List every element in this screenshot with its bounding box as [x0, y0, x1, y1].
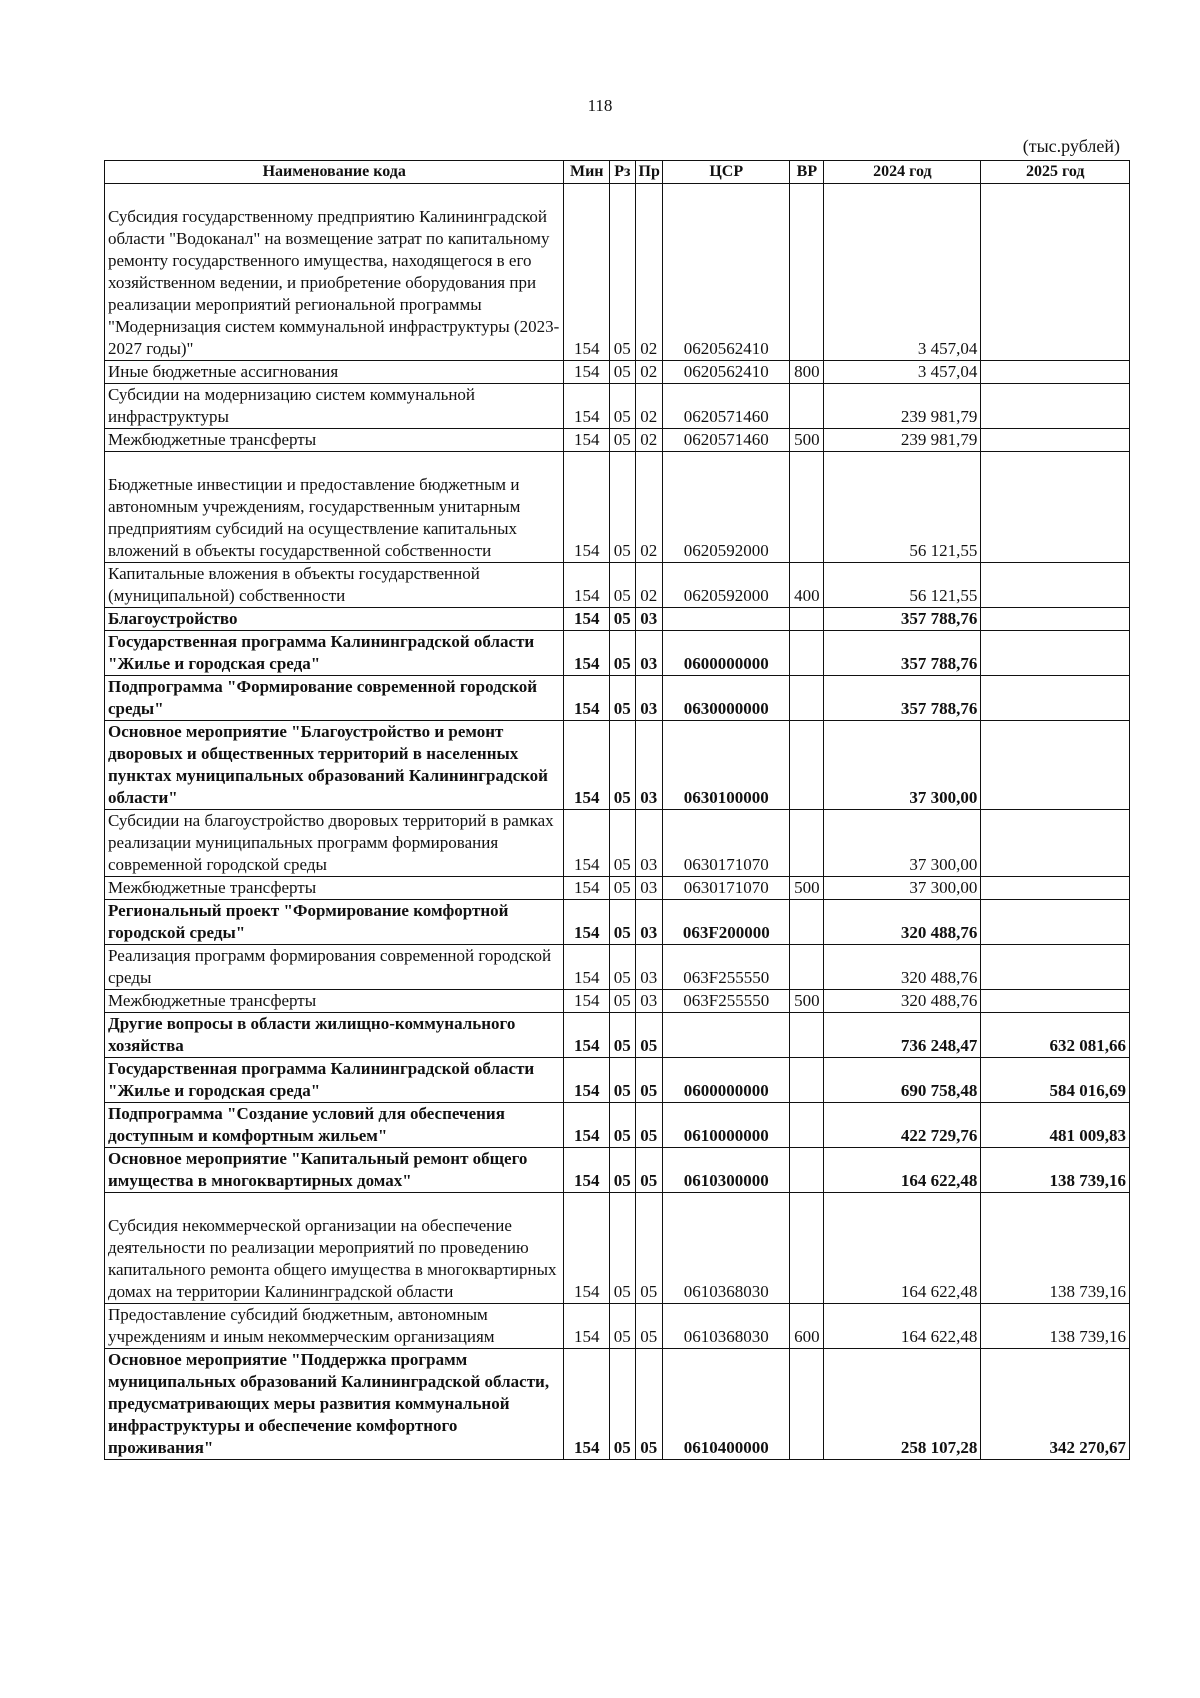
- table-row: [105, 429, 1130, 452]
- row-name: Капитальные вложения в объекты государственной (муниципальной) собственности: [105, 563, 564, 608]
- row-csr: 0610368030: [663, 1193, 790, 1304]
- row-pr: 03: [635, 810, 663, 877]
- row-rz: 05: [610, 1349, 635, 1460]
- row-2024: 37 300,00: [824, 721, 981, 810]
- row-name: Основное мероприятие "Поддержка программ муниципальных образований Калининградской области, предусматривающих меры развития коммунальной инфраструктуры и обеспечение комфортного проживания": [105, 1349, 564, 1460]
- row-2025: [981, 631, 1130, 676]
- row-pr: 02: [635, 361, 663, 384]
- row-rz: 05: [610, 452, 635, 563]
- row-vr: [790, 721, 824, 810]
- row-csr: 0610400000: [663, 1349, 790, 1460]
- table-row: [105, 1193, 1130, 1304]
- header-rz: Рз: [610, 161, 635, 184]
- row-2025: [981, 384, 1130, 429]
- row-2024: 37 300,00: [824, 810, 981, 877]
- row-pr: 03: [635, 676, 663, 721]
- table-row: [105, 631, 1130, 676]
- row-min: 154: [564, 676, 610, 721]
- row-rz: 05: [610, 945, 635, 990]
- row-rz: 05: [610, 1013, 635, 1058]
- header-2025: 2025 год: [981, 161, 1130, 184]
- row-2025: 138 739,16: [981, 1148, 1130, 1193]
- row-pr: 03: [635, 721, 663, 810]
- row-rz: 05: [610, 631, 635, 676]
- row-2025: [981, 429, 1130, 452]
- table-row: [105, 384, 1130, 429]
- row-2025: 584 016,69: [981, 1058, 1130, 1103]
- table-row: [105, 452, 1130, 563]
- row-rz: 05: [610, 608, 635, 631]
- row-name: Субсидии на благоустройство дворовых территорий в рамках реализации муниципальных программ формирования современной городской среды: [105, 810, 564, 877]
- row-2024: 320 488,76: [824, 900, 981, 945]
- row-vr: [790, 810, 824, 877]
- row-min: 154: [564, 1148, 610, 1193]
- table-row: [105, 1148, 1130, 1193]
- row-name: Основное мероприятие "Капитальный ремонт общего имущества в многоквартирных домах": [105, 1148, 564, 1193]
- table-row: [105, 1058, 1130, 1103]
- row-csr: 0630171070: [663, 810, 790, 877]
- row-min: 154: [564, 608, 610, 631]
- row-rz: 05: [610, 990, 635, 1013]
- row-2024: 164 622,48: [824, 1304, 981, 1349]
- row-pr: 05: [635, 1058, 663, 1103]
- row-min: 154: [564, 1103, 610, 1148]
- row-csr: [663, 608, 790, 631]
- table-row: [105, 990, 1130, 1013]
- table-row: [105, 1103, 1130, 1148]
- row-vr: 400: [790, 563, 824, 608]
- row-vr: 500: [790, 990, 824, 1013]
- header-csr: ЦСР: [663, 161, 790, 184]
- row-min: 154: [564, 1193, 610, 1304]
- row-min: 154: [564, 184, 610, 361]
- row-rz: 05: [610, 361, 635, 384]
- row-2024: 690 758,48: [824, 1058, 981, 1103]
- row-2024: 357 788,76: [824, 608, 981, 631]
- row-csr: 0600000000: [663, 631, 790, 676]
- header-vr: ВР: [790, 161, 824, 184]
- row-vr: [790, 945, 824, 990]
- row-min: 154: [564, 631, 610, 676]
- row-min: 154: [564, 1304, 610, 1349]
- row-2025: [981, 900, 1130, 945]
- row-pr: 03: [635, 945, 663, 990]
- row-vr: [790, 1013, 824, 1058]
- row-2025: [981, 990, 1130, 1013]
- row-name: Подпрограмма "Формирование современной городской среды": [105, 676, 564, 721]
- table-row: [105, 1349, 1130, 1460]
- row-name: Межбюджетные трансферты: [105, 877, 564, 900]
- row-csr: 0620571460: [663, 429, 790, 452]
- row-2025: [981, 608, 1130, 631]
- table-row: [105, 676, 1130, 721]
- page-number: 118: [587, 96, 613, 115]
- row-pr: 03: [635, 608, 663, 631]
- row-csr: 063F200000: [663, 900, 790, 945]
- row-name: Благоустройство: [105, 608, 564, 631]
- row-rz: 05: [610, 184, 635, 361]
- row-csr: 0620592000: [663, 563, 790, 608]
- row-min: 154: [564, 990, 610, 1013]
- row-min: 154: [564, 721, 610, 810]
- row-2025: 481 009,83: [981, 1103, 1130, 1148]
- row-2024: 320 488,76: [824, 945, 981, 990]
- row-pr: 05: [635, 1193, 663, 1304]
- table-row: [105, 184, 1130, 361]
- row-vr: 500: [790, 429, 824, 452]
- row-pr: 02: [635, 452, 663, 563]
- row-2024: 56 121,55: [824, 563, 981, 608]
- row-name: Межбюджетные трансферты: [105, 429, 564, 452]
- row-pr: 02: [635, 429, 663, 452]
- row-pr: 03: [635, 990, 663, 1013]
- row-2025: [981, 452, 1130, 563]
- row-rz: 05: [610, 900, 635, 945]
- row-vr: [790, 1148, 824, 1193]
- row-csr: 0600000000: [663, 1058, 790, 1103]
- row-2024: 357 788,76: [824, 631, 981, 676]
- row-min: 154: [564, 945, 610, 990]
- row-csr: 0620562410: [663, 361, 790, 384]
- row-2025: [981, 563, 1130, 608]
- row-vr: [790, 452, 824, 563]
- row-rz: 05: [610, 384, 635, 429]
- row-name: Региональный проект "Формирование комфортной городской среды": [105, 900, 564, 945]
- row-2024: 736 248,47: [824, 1013, 981, 1058]
- header-min: Мин: [564, 161, 610, 184]
- row-name: Государственная программа Калининградской области "Жилье и городская среда": [105, 631, 564, 676]
- row-pr: 03: [635, 900, 663, 945]
- row-2024: 3 457,04: [824, 361, 981, 384]
- row-csr: 0620571460: [663, 384, 790, 429]
- row-rz: 05: [610, 1058, 635, 1103]
- row-vr: [790, 608, 824, 631]
- row-pr: 05: [635, 1103, 663, 1148]
- table-row: [105, 810, 1130, 877]
- row-rz: 05: [610, 877, 635, 900]
- row-vr: [790, 676, 824, 721]
- row-2024: 37 300,00: [824, 877, 981, 900]
- row-pr: 03: [635, 877, 663, 900]
- row-vr: [790, 184, 824, 361]
- row-name: Основное мероприятие "Благоустройство и ремонт дворовых и общественных территорий в населенных пунктах муниципальных образований Калининградской области": [105, 721, 564, 810]
- row-vr: 500: [790, 877, 824, 900]
- row-rz: 05: [610, 1148, 635, 1193]
- row-2025: [981, 877, 1130, 900]
- row-csr: 0630000000: [663, 676, 790, 721]
- table-row: [105, 900, 1130, 945]
- row-rz: 05: [610, 563, 635, 608]
- row-2024: 164 622,48: [824, 1193, 981, 1304]
- table-row: [105, 721, 1130, 810]
- row-csr: 0610000000: [663, 1103, 790, 1148]
- table-row: [105, 945, 1130, 990]
- row-2025: 138 739,16: [981, 1304, 1130, 1349]
- row-2025: [981, 810, 1130, 877]
- row-vr: [790, 384, 824, 429]
- row-2025: 138 739,16: [981, 1193, 1130, 1304]
- row-vr: [790, 1058, 824, 1103]
- row-rz: 05: [610, 1103, 635, 1148]
- row-csr: 0620562410: [663, 184, 790, 361]
- row-csr: 0620592000: [663, 452, 790, 563]
- row-csr: [663, 1013, 790, 1058]
- row-name: Субсидия государственному предприятию Калининградской области "Водоканал" на возмещение затрат по капитальному ремонту государственного имущества, находящегося в его хозяйственном ведении, и приобретение оборудования при реализации мероприятий региональной программы "Модернизация систем коммунальной инфраструктуры (2023-2027 годы)": [105, 184, 564, 361]
- row-name: Субсидии на модернизацию систем коммунальной инфраструктуры: [105, 384, 564, 429]
- row-vr: [790, 1349, 824, 1460]
- row-2024: 357 788,76: [824, 676, 981, 721]
- row-pr: 05: [635, 1013, 663, 1058]
- table-row: [105, 361, 1130, 384]
- row-min: 154: [564, 1349, 610, 1460]
- row-2024: 56 121,55: [824, 452, 981, 563]
- row-pr: 05: [635, 1304, 663, 1349]
- table-row: [105, 563, 1130, 608]
- row-2025: 342 270,67: [981, 1349, 1130, 1460]
- budget-table: [104, 160, 1130, 1460]
- row-2024: 320 488,76: [824, 990, 981, 1013]
- row-name: Бюджетные инвестиции и предоставление бюджетным и автономным учреждениям, государственным унитарным предприятиям субсидий на осуществление капитальных вложений в объекты государственной собственности: [105, 452, 564, 563]
- row-pr: 02: [635, 184, 663, 361]
- row-name: Подпрограмма "Создание условий для обеспечения доступным и комфортным жильем": [105, 1103, 564, 1148]
- row-name: Иные бюджетные ассигнования: [105, 361, 564, 384]
- row-csr: 0610368030: [663, 1304, 790, 1349]
- row-2025: [981, 361, 1130, 384]
- row-name: Межбюджетные трансферты: [105, 990, 564, 1013]
- row-rz: 05: [610, 810, 635, 877]
- row-csr: 063F255550: [663, 990, 790, 1013]
- row-vr: [790, 900, 824, 945]
- row-rz: 05: [610, 1193, 635, 1304]
- row-vr: [790, 631, 824, 676]
- row-min: 154: [564, 1058, 610, 1103]
- row-csr: 0630171070: [663, 877, 790, 900]
- row-2025: 632 081,66: [981, 1013, 1130, 1058]
- row-rz: 05: [610, 721, 635, 810]
- row-pr: 05: [635, 1349, 663, 1460]
- table-row: [105, 608, 1130, 631]
- row-2025: [981, 945, 1130, 990]
- row-vr: [790, 1193, 824, 1304]
- row-pr: 03: [635, 631, 663, 676]
- row-vr: 600: [790, 1304, 824, 1349]
- row-name: Другие вопросы в области жилищно-коммунального хозяйства: [105, 1013, 564, 1058]
- row-rz: 05: [610, 1304, 635, 1349]
- row-rz: 05: [610, 676, 635, 721]
- row-vr: 800: [790, 361, 824, 384]
- row-min: 154: [564, 900, 610, 945]
- row-2024: 239 981,79: [824, 429, 981, 452]
- row-vr: [790, 1103, 824, 1148]
- row-2024: 3 457,04: [824, 184, 981, 361]
- header-2024: 2024 год: [824, 161, 981, 184]
- row-2024: 164 622,48: [824, 1148, 981, 1193]
- row-2024: 258 107,28: [824, 1349, 981, 1460]
- row-2025: [981, 676, 1130, 721]
- row-min: 154: [564, 429, 610, 452]
- row-csr: 063F255550: [663, 945, 790, 990]
- header-pr: Пр: [635, 161, 663, 184]
- row-pr: 02: [635, 384, 663, 429]
- row-name: Реализация программ формирования современной городской среды: [105, 945, 564, 990]
- row-name: Субсидия некоммерческой организации на обеспечение деятельности по реализации мероприятий по проведению капитального ремонта общего имущества в многоквартирных домах на территории Калининградской области: [105, 1193, 564, 1304]
- table-row: [105, 877, 1130, 900]
- row-pr: 05: [635, 1148, 663, 1193]
- row-min: 154: [564, 877, 610, 900]
- row-csr: 0630100000: [663, 721, 790, 810]
- row-min: 154: [564, 384, 610, 429]
- table-header-row: [105, 161, 1130, 184]
- row-name: Государственная программа Калининградской области "Жилье и городская среда": [105, 1058, 564, 1103]
- row-2025: [981, 184, 1130, 361]
- row-2025: [981, 721, 1130, 810]
- table-row: [105, 1304, 1130, 1349]
- row-csr: 0610300000: [663, 1148, 790, 1193]
- row-2024: 239 981,79: [824, 384, 981, 429]
- header-name: Наименование кода: [105, 161, 564, 184]
- row-2024: 422 729,76: [824, 1103, 981, 1148]
- row-min: 154: [564, 1013, 610, 1058]
- row-rz: 05: [610, 429, 635, 452]
- table-row: [105, 1013, 1130, 1058]
- row-min: 154: [564, 361, 610, 384]
- row-min: 154: [564, 563, 610, 608]
- row-pr: 02: [635, 563, 663, 608]
- row-min: 154: [564, 452, 610, 563]
- units-label: (тыс.рублей): [1022, 136, 1120, 156]
- row-min: 154: [564, 810, 610, 877]
- row-name: Предоставление субсидий бюджетным, автономным учреждениям и иным некоммерческим организациям: [105, 1304, 564, 1349]
